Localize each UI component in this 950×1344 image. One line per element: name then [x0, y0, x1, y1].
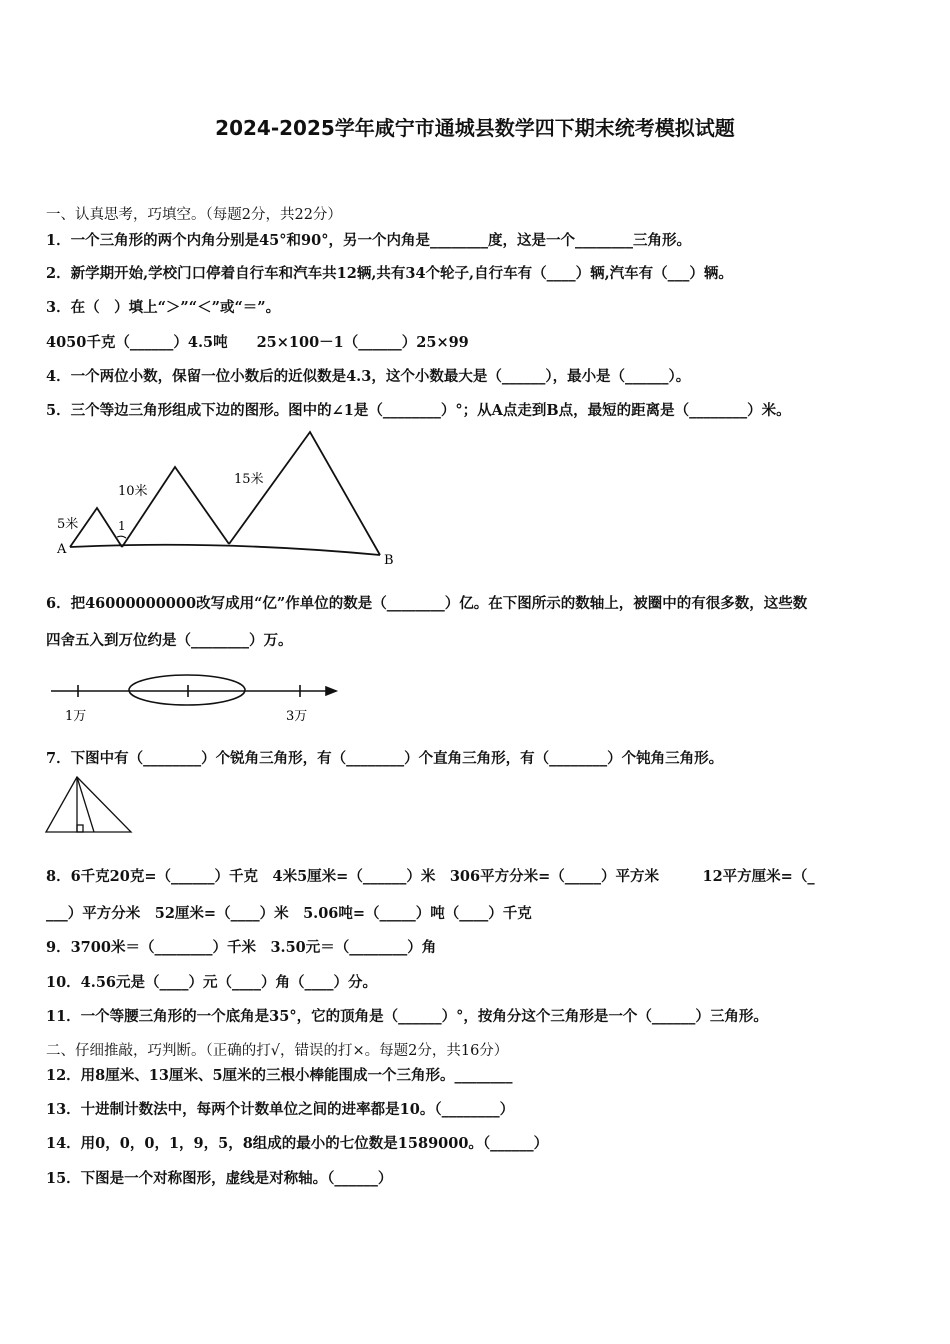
question-12: 12．用8厘米、13厘米、5厘米的三根小棒能围成一个三角形。________: [46, 1067, 513, 1084]
number-line-figure: [48, 668, 348, 728]
section-2-heading: 二、仔细推敲，巧判断。（正确的打√，错误的打×。每题2分，共16分）: [46, 1043, 509, 1059]
label-point-b: B: [384, 553, 394, 565]
question-5: 5．三个等边三角形组成下边的图形。图中的∠1是（________）°；从A点走到B点，最短的距离是（________）米。: [46, 402, 791, 419]
question-1: 1．一个三角形的两个内角分别是45°和90°，另一个内角是________度，这是一个________三角形。: [46, 232, 691, 249]
label-point-a: A: [57, 542, 67, 557]
base-line: [70, 545, 380, 555]
section-1-heading: 一、认真思考，巧填空。（每题2分，共22分）: [46, 207, 342, 223]
question-6-line-2: 四舍五入到万位约是（________）万。: [46, 632, 293, 649]
label-1-wan: 1万: [65, 709, 87, 724]
question-4: 4．一个两位小数，保留一位小数后的近似数是4.3，这个小数最大是（______），最小是（______）。: [46, 368, 691, 385]
question-14: 14．用0，0，0，1，9，5，8组成的最小的七位数是1589000。（______）: [46, 1135, 549, 1152]
label-3-wan: 3万: [286, 709, 308, 724]
large-triangle: [229, 432, 380, 555]
label-angle-1: 1: [118, 519, 126, 533]
question-8-line-2: ___）平方分米 52厘米=（____）米 5.06吨=（_____）吨（____）千克: [46, 905, 532, 922]
question-3-items: 4050千克（______）4.5吨 25×100－1（______）25×99: [46, 334, 469, 351]
question-6-line-1: 6．把46000000000改写成用“亿”作单位的数是（________）亿。在下图所示的数轴上，被圈中的有很多数，这些数: [46, 595, 808, 612]
axis-arrow: [326, 687, 336, 695]
question-2: 2．新学期开始,学校门口停着自行车和汽车共12辆,共有34个轮子,自行车有（____）辆,汽车有（___）辆。: [46, 265, 733, 282]
question-13: 13．十进制计数法中，每两个计数单位之间的进率都是10。（________）: [46, 1101, 515, 1118]
outer-triangle: [46, 777, 131, 832]
triangle-figure: [44, 774, 134, 836]
question-3: 3．在（ ）填上“＞”“＜”或“＝”。: [46, 299, 281, 316]
right-angle-mark: [77, 825, 83, 832]
label-10m: 10米: [118, 484, 148, 499]
angle-1-arc: [117, 536, 126, 538]
question-15: 15．下图是一个对称图形，虚线是对称轴。（______）: [46, 1170, 393, 1187]
circled-range: [129, 675, 245, 705]
question-10: 10．4.56元是（____）元（____）角（____）分。: [46, 974, 377, 991]
question-7: 7．下图中有（________）个锐角三角形，有（________）个直角三角形，有（________）个钝角三角形。: [46, 750, 724, 767]
question-8-line-1: 8．6千克20克=（______）千克 4米5厘米=（______）米 306平方分米=（_____）平方米 12平方厘米=（_: [46, 868, 815, 885]
page-title: 2024-2025学年咸宁市通城县数学四下期末统考模拟试题: [215, 116, 735, 140]
question-11: 11．一个等腰三角形的一个底角是35°，它的顶角是（______）°，按角分这个三角形是一个（______）三角形。: [46, 1008, 768, 1025]
label-5m: 5米: [57, 517, 79, 532]
middle-triangle: [122, 467, 229, 547]
label-15m: 15米: [234, 472, 264, 487]
triangles-figure: [48, 425, 418, 565]
question-9: 9．3700米＝（________）千米 3.50元＝（________）角: [46, 939, 437, 956]
